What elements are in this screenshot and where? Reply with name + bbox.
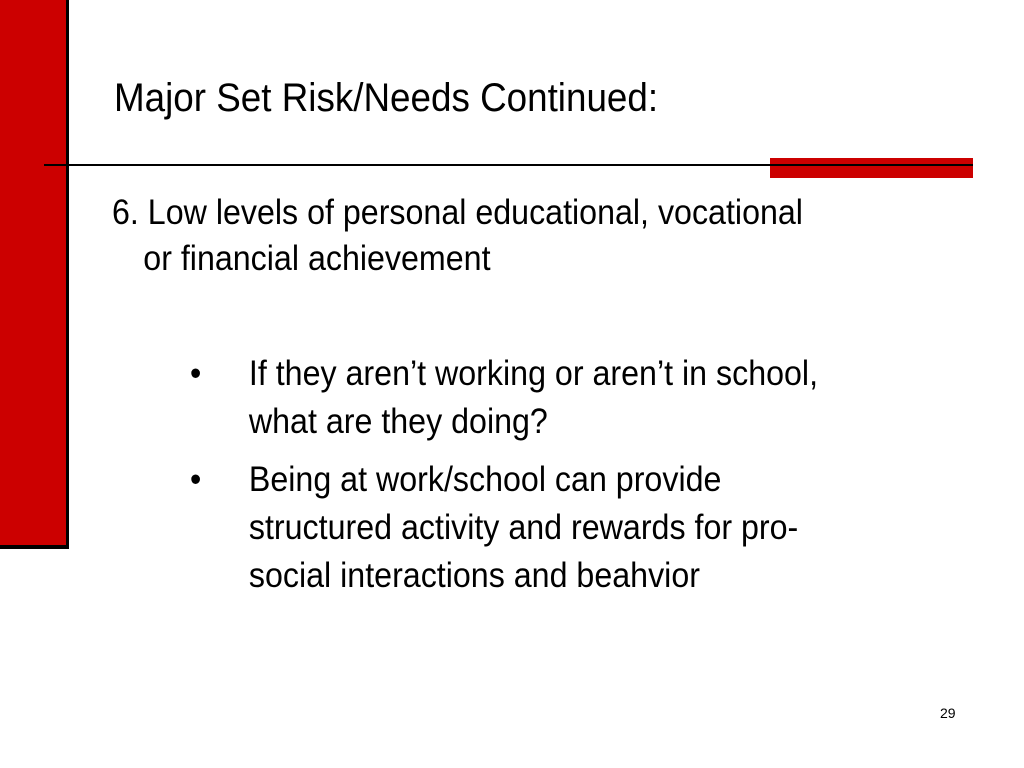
bullet-line: structured activity and rewards for pro- bbox=[248, 508, 799, 547]
left-accent-bar-bottom bbox=[0, 545, 68, 549]
title-divider-red-bottom bbox=[770, 166, 973, 178]
numbered-item bbox=[112, 190, 922, 282]
bullet-icon: • bbox=[190, 354, 202, 393]
bullet-item bbox=[190, 350, 1000, 446]
bullet-line: Being at work/school can provide bbox=[248, 460, 722, 499]
bullet-list bbox=[190, 350, 1000, 610]
bullet-line: social interactions and beahvior bbox=[248, 556, 700, 595]
bullet-item bbox=[190, 456, 1000, 600]
bullet-line: what are they doing? bbox=[248, 402, 548, 441]
slide-title: Major Set Risk/Needs Continued: bbox=[114, 76, 659, 120]
numbered-item-line-2: or financial achievement bbox=[143, 239, 491, 278]
left-accent-bar bbox=[0, 0, 66, 545]
page-number: 29 bbox=[940, 705, 956, 721]
numbered-item-line-1: 6. Low levels of personal educational, vocational bbox=[112, 193, 803, 232]
left-accent-bar-edge bbox=[66, 0, 69, 549]
bullet-icon: • bbox=[190, 460, 202, 499]
title-divider bbox=[44, 164, 770, 166]
bullet-line: If they aren’t working or aren’t in school, bbox=[248, 354, 819, 393]
